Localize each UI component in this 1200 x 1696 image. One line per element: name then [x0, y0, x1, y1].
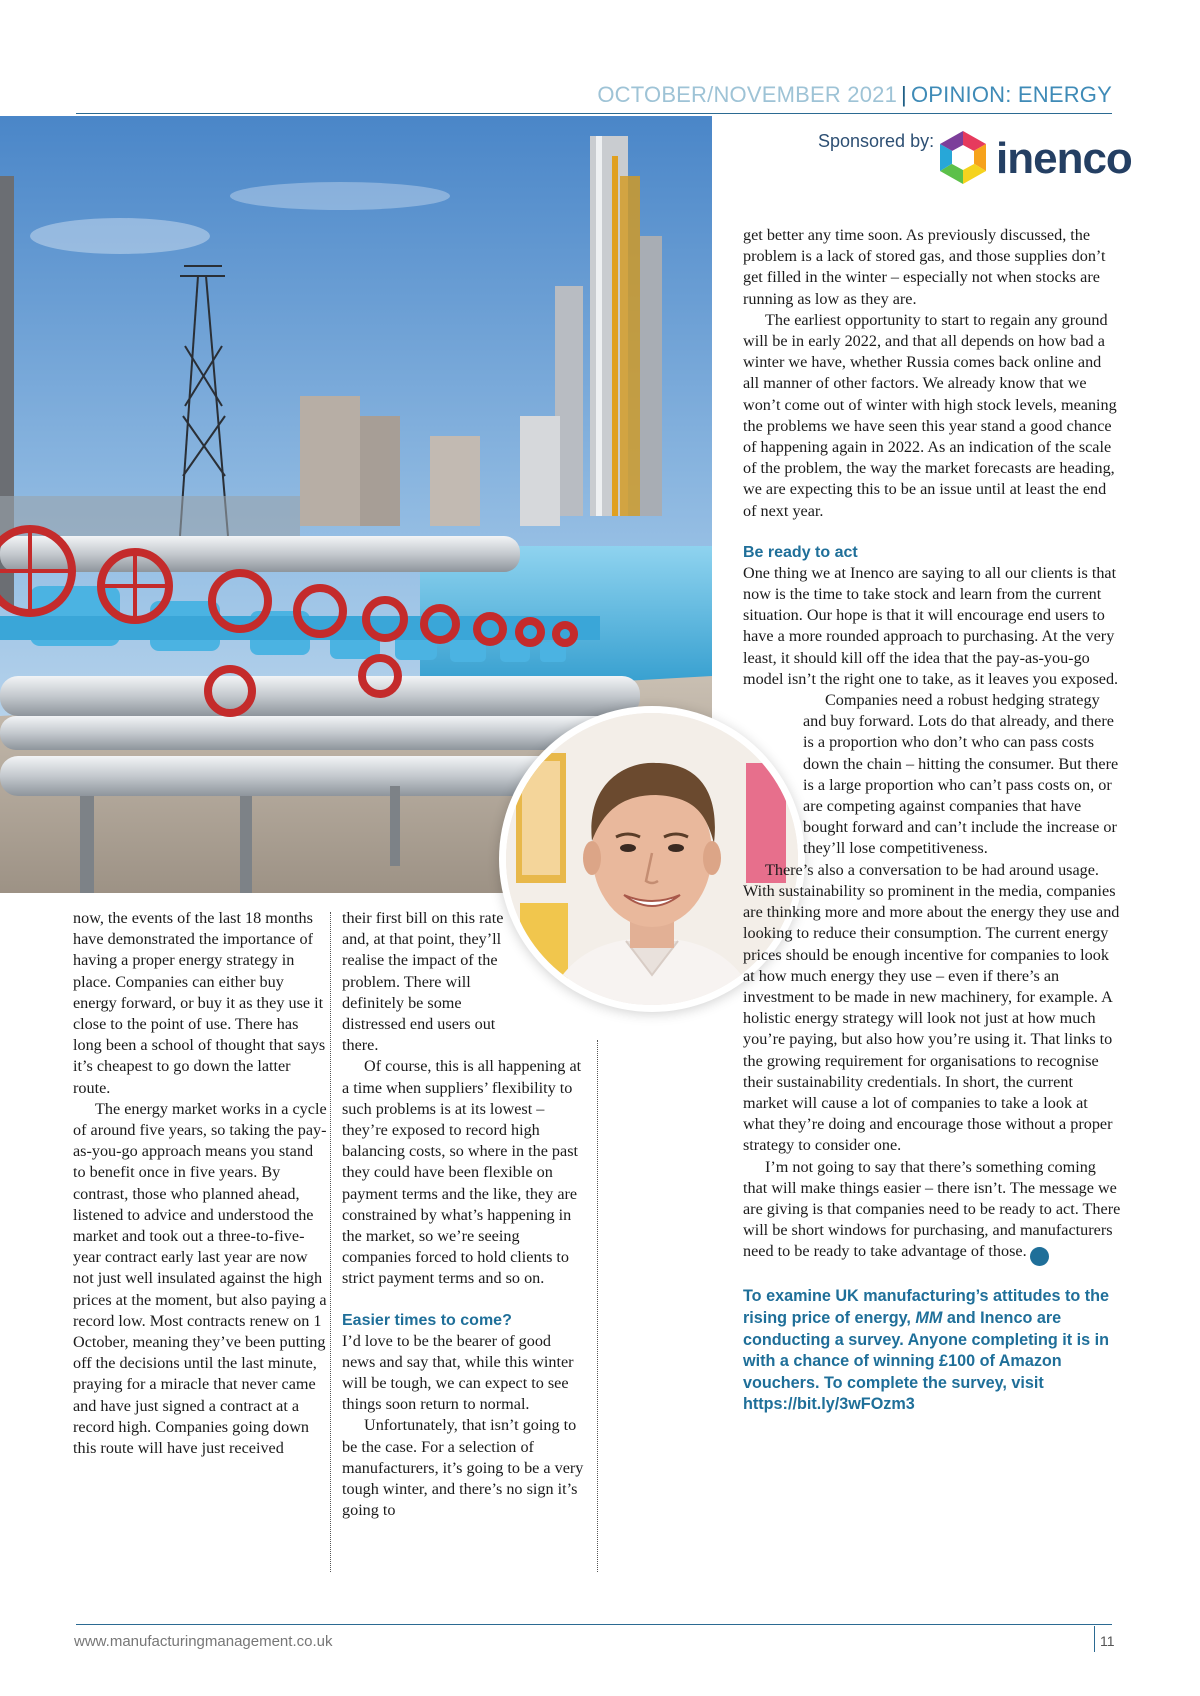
mm-end-icon: M: [1030, 1247, 1049, 1266]
sponsor-label: Sponsored by:: [818, 131, 935, 151]
column-1: [73, 908, 328, 1459]
col1-paragraph-1: now, the events of the last 18 months have demonstrated the importance of having a proper energy strategy in place. Companies can either buy energy forward, or buy it as they use it close to the point of use. There has long been a school of thought that says it’s cheapest to go down the latter route.: [73, 909, 326, 1097]
col3-paragraph-2: The earliest opportunity to start to regain any ground will be in early 2022, and that all depends on how bad a winter we have, whether Russia comes back online and all manner of other factors. We already know that we won’t come out of winter with high stock levels, meaning the problems we have seen this year stand a good chance of happening again in 2022. As an indication of the scale of the problem, the way the market forecasts are heading, we are expecting this to be an issue until at least the end of next year.: [743, 310, 1117, 520]
survey-callout-text-1: To examine UK manufacturing’s attitudes to the rising price of energy,: [743, 1287, 1110, 1327]
col3-paragraph-4: Companies need a robust hedging strategy and buy forward. Lots do that already, and there is a proportion who don’t who can pass costs down the chain – hitting the consumer. But there is a large proportion who can’t pass costs on, or are competing against companies that have bought forward and can’t include the increase or they’ll lose competitiveness.: [803, 691, 1119, 858]
col2-subheading: Easier times to come?: [342, 1311, 512, 1329]
footer-website-link[interactable]: www.manufacturingmanagement.co.uk: [74, 1633, 333, 1650]
inenco-hexagon-icon: [934, 128, 992, 188]
col2-paragraph-3: I’d love to be the bearer of good news and say that, while this winter will be tough, we can expect to see things soon return to normal.: [342, 1331, 574, 1414]
col1-paragraph-2: The energy market works in a cycle of around five years, so taking the pay-as-you-go approach means you stand to benefit once in five years. By contrast, those who planned ahead, listened to advice and understood the market and took out a three-to-five-year contract early last year are now not just well insulated against the high prices at the moment, but also paying a record low. Most contracts renew on 1 October, meaning they’ve been putting off the decisions until the last minute, praying for a miracle that never came and have just signed a contract at a record high. Companies going down this route will have just received: [73, 1099, 327, 1458]
col3-paragraph-1: get better any time soon. As previously discussed, the problem is a lack of stored gas, and those supplies don’t get filled in the winter – especially not when stocks are running as low as they are.: [743, 226, 1106, 308]
col2-paragraph-2: Of course, this is all happening at a time when suppliers’ flexibility to such problems is at its lowest – they’re exposed to record high balancing costs, so where in the past they could have been flexible on payment terms and the like, they are constrained by what’s happening in the market, so we’re seeing companies forced to hold clients to strict payment terms and so on.: [342, 1057, 582, 1288]
page-number: 11: [1100, 1633, 1115, 1649]
footer-separator: [1094, 1626, 1095, 1652]
col2-paragraph-1: their first bill on this rate and, at that point, they’ll realise the impact of the problem. There will definitely be some distressed end users out there.: [342, 909, 504, 1055]
issue-date: OCTOBER/NOVEMBER 2021: [597, 82, 898, 107]
col3-paragraph-6: [743, 1157, 1121, 1267]
header-rule: [76, 113, 1112, 114]
column-3: [743, 225, 1121, 1416]
col3-paragraph-3: One thing we at Inenco are saying to all our clients is that now is the time to take stock and learn from the current situation. Our hope is that it will encourage end users to have a more rounded approach to purchasing. At the very least, it should kill off the idea that the pay-as-you-go model isn’t the right one to take, as it leaves you exposed.: [743, 563, 1119, 688]
survey-callout-text-2[interactable]: and Inenco are conducting a survey. Anyone completing it is in with a chance of winning £100 of Amazon vouchers. To complete the survey, visit https://bit.ly/3wFOzm3: [743, 1308, 1110, 1414]
header-separator: |: [901, 82, 907, 107]
column-2: [342, 908, 586, 1521]
page-header: [597, 82, 1112, 108]
inenco-logo-text: inenco: [996, 134, 1132, 183]
col3-paragraph-5: There’s also a conversation to be had around usage. With sustainability so prominent in the media, companies are thinking more and more about the energy they use and looking to reduce their consumption. The current energy prices should be enough incentive for companies to look at how much energy they use – even if there’s an investment to be made in new machinery, for example. A holistic energy strategy will look not just at how much you’re paying, but also how you’re using it. That links to the growing requirement for organisations to recognise their sustainability credentials. In short, the current market will cause a lot of companies to take a look at what they’re doing and encourage those without a proper strategy to consider one.: [743, 860, 1120, 1155]
section-title: OPINION: ENERGY: [910, 82, 1112, 107]
survey-callout-mm: MM: [915, 1308, 943, 1327]
col3-paragraph-6-text: I’m not going to say that there’s something coming that will make things easier – there isn’t. The message we are giving is that companies need to be ready to act. There will be short windows for purchasing, and manufacturers need to be ready to take advantage of those.: [743, 1157, 1121, 1261]
col2-paragraph-4: Unfortunately, that isn’t going to be the case. For a selection of manufacturers, it’s going to be a very tough winter, and there’s no sign it’s going to: [342, 1416, 584, 1520]
survey-callout: [743, 1286, 1121, 1416]
col3-subheading: Be ready to act: [743, 543, 858, 561]
footer-rule: [76, 1624, 1112, 1625]
column-divider-2: [597, 1040, 598, 1572]
column-divider-1: [330, 912, 331, 1572]
inenco-logo[interactable]: [934, 128, 1132, 198]
